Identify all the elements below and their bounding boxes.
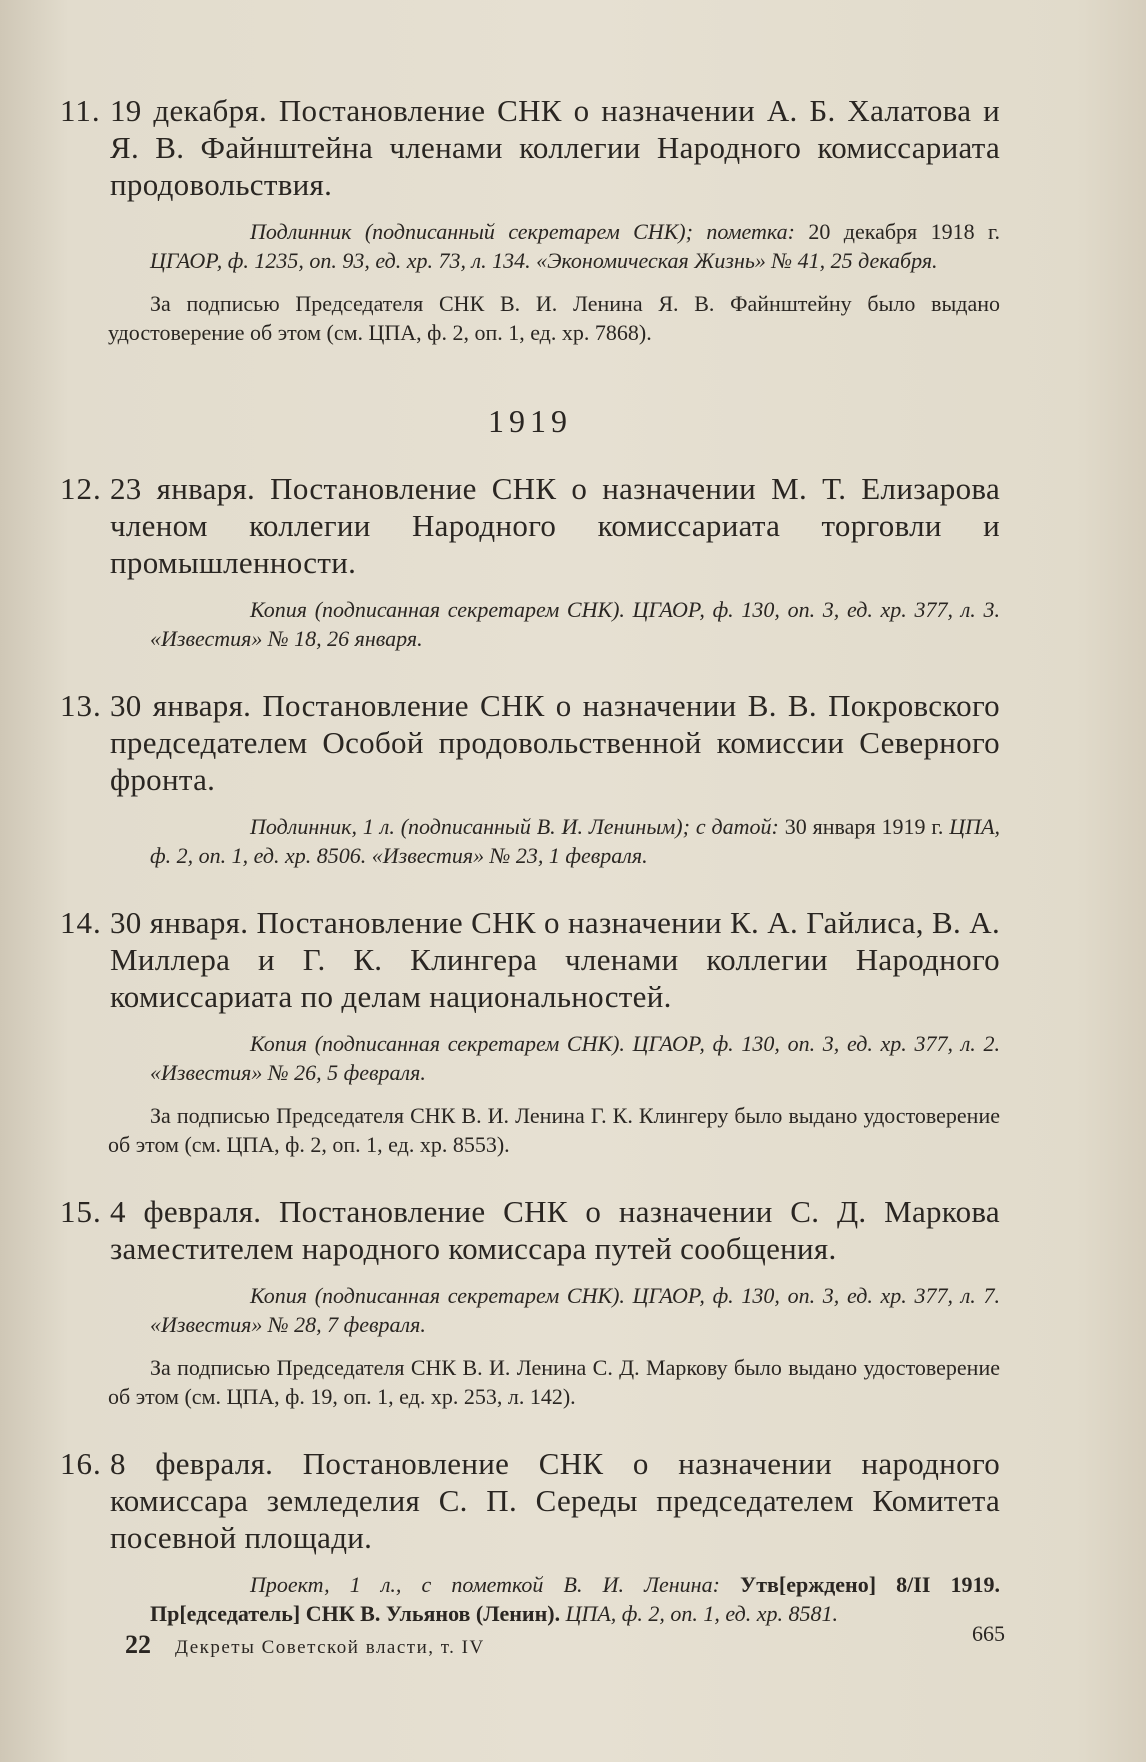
page-footer — [125, 1621, 1005, 1660]
entry-number: 12. — [60, 471, 102, 506]
entry-text: 30 января. Постановление СНК о назначении В. В. Покровского председателем Особой продовольственной комиссии Северного фронта. — [110, 688, 1000, 797]
entry-note: За подписью Председателя СНК В. И. Ленина Я. В. Файнштейну было выдано удостоверение об этом (см. ЦПА, ф. 2, оп. 1, ед. хр. 7868). — [108, 291, 1000, 345]
entry-text: 4 февраля. Постановление СНК о назначении С. Д. Маркова заместителем народного комиссара путей сообщения. — [110, 1194, 1000, 1266]
signature-mark: 22 — [125, 1630, 151, 1659]
entry-source: Копия (подписанная секретарем СНК). ЦГАОР, ф. 130, оп. 3, ед. хр. 377, л. 3. «Известия» № 18, 26 января. — [150, 597, 1000, 651]
entry-number: 16. — [60, 1446, 102, 1481]
entry-16 — [60, 1445, 1000, 1628]
page-number: 665 — [972, 1621, 1005, 1646]
entry-source: Подлинник, 1 л. (подписанный В. И. Лениным); с датой: 30 января 1919 г. ЦПА, ф. 2, оп. 1, ед. хр. 8506. «Известия» № 23, 1 февраля. — [150, 814, 1001, 868]
entry-11 — [60, 92, 1000, 347]
entry-text: 30 января. Постановление СНК о назначении К. А. Гайлиса, В. А. Миллера и Г. К. Клингера членами коллегии Народного комиссариата по делам национальностей. — [110, 905, 1000, 1014]
entry-text: 8 февраля. Постановление СНК о назначении народного комиссара земледелия С. П. Середы председателем Комитета посевной площади. — [110, 1446, 1000, 1555]
footer-title: Декреты Советской власти, т. IV — [175, 1637, 485, 1658]
entry-text: 19 декабря. Постановление СНК о назначении А. Б. Халатова и Я. В. Файнштейна членами коллегии Народного комиссариата продовольствия. — [110, 93, 1000, 202]
entry-number: 11. — [60, 93, 101, 128]
entry-number: 15. — [60, 1194, 102, 1229]
page-content — [60, 92, 1000, 1628]
entry-source: Копия (подписанная секретарем СНК). ЦГАОР, ф. 130, оп. 3, ед. хр. 377, л. 7. «Известия» № 28, 7 февраля. — [150, 1283, 1000, 1337]
entry-note: За подписью Председателя СНК В. И. Ленина Г. К. Клингеру было выдано удостоверение об этом (см. ЦПА, ф. 2, оп. 1, ед. хр. 8553). — [108, 1103, 1000, 1157]
entry-number: 14. — [60, 905, 102, 940]
entry-13 — [60, 687, 1000, 870]
entry-source: Копия (подписанная секретарем СНК). ЦГАОР, ф. 130, оп. 3, ед. хр. 377, л. 2. «Известия» № 26, 5 февраля. — [150, 1031, 1000, 1085]
entry-15 — [60, 1193, 1000, 1411]
entry-12 — [60, 470, 1000, 653]
entry-text: 23 января. Постановление СНК о назначении М. Т. Елизарова членом коллегии Народного комиссариата торговли и промышленности. — [110, 471, 1000, 580]
year-heading: 1919 — [488, 403, 572, 439]
entry-source: Подлинник (подписанный секретарем СНК); пометка: 20 декабря 1918 г. ЦГАОР, ф. 1235, оп. 93, ед. хр. 73, л. 134. «Экономическая Жизнь» № 41, 25 декабря. — [150, 219, 1001, 273]
entry-source: Проект, 1 л., с пометкой В. И. Ленина: Утв[ерждено] 8/II 1919. Пр[едседатель] СНК В. Ульянов (Ленин). ЦПА, ф. 2, оп. 1, ед. хр. 8581. — [150, 1572, 1001, 1626]
entry-number: 13. — [60, 688, 102, 723]
entry-note: За подписью Председателя СНК В. И. Ленина С. Д. Маркову было выдано удостоверение об этом (см. ЦПА, ф. 19, оп. 1, ед. хр. 253, л. 142). — [108, 1355, 1000, 1409]
entry-14 — [60, 904, 1000, 1159]
